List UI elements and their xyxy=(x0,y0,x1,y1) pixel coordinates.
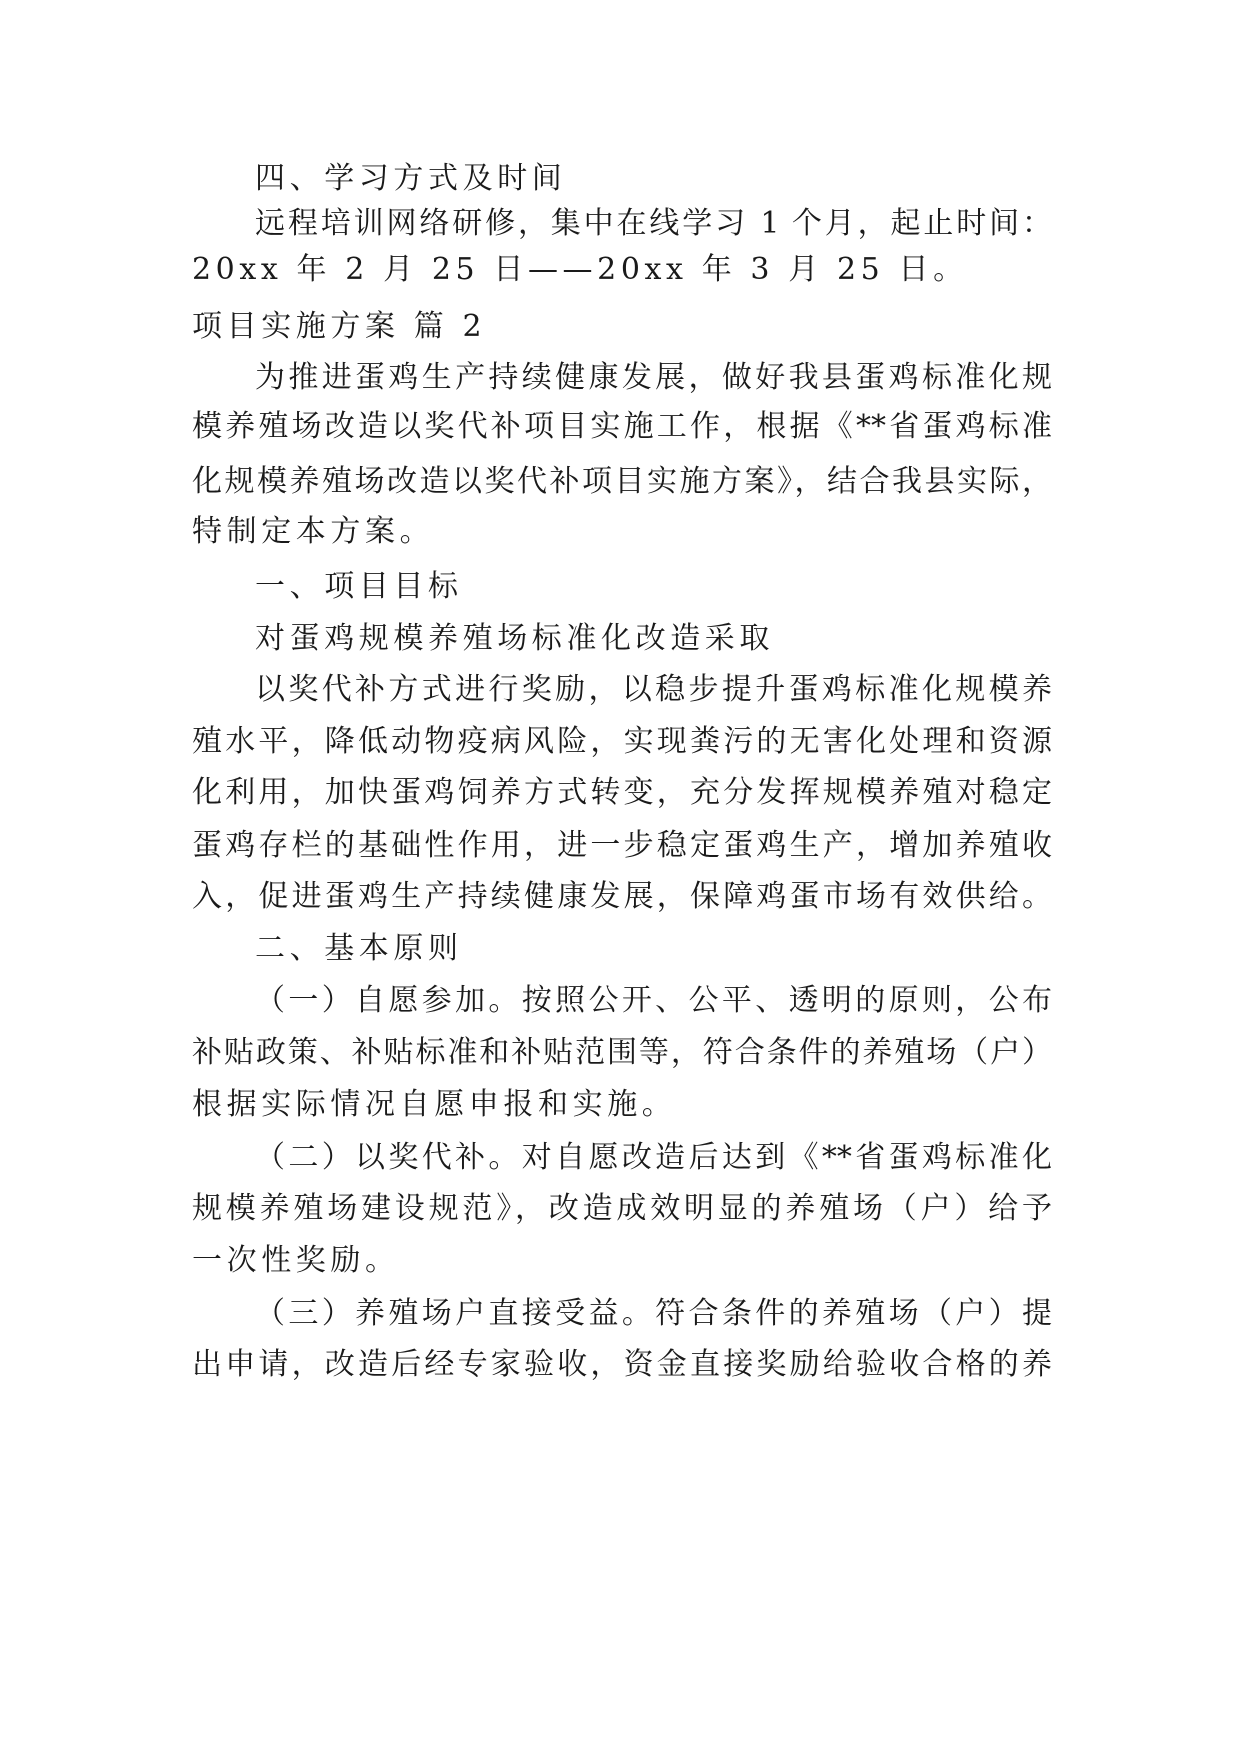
paragraph-line: 远程培训网络研修，集中在线学习 1 个月，起止时间： xyxy=(255,206,1052,241)
section-title-plan-2: 项目实施方案 篇 2 xyxy=(192,309,487,344)
paragraph-line: 模养殖场改造以奖代补项目实施工作，根据《**省蛋鸡标准 xyxy=(192,409,1052,444)
paragraph-line: 特制定本方案。 xyxy=(192,514,435,549)
paragraph-line: 蛋鸡存栏的基础性作用，进一步稳定蛋鸡生产，增加养殖收 xyxy=(192,828,1052,863)
paragraph-line: 殖水平，降低动物疫病风险，实现粪污的无害化处理和资源 xyxy=(192,724,1052,759)
paragraph-line: （三）养殖场户直接受益。符合条件的养殖场（户）提 xyxy=(255,1296,1052,1331)
paragraph-line: 规模养殖场建设规范》，改造成效明显的养殖场（户）给予 xyxy=(192,1191,1052,1226)
paragraph-line: 根据实际情况自愿申报和实施。 xyxy=(192,1087,677,1122)
paragraph-line: 为推进蛋鸡生产持续健康发展，做好我县蛋鸡标准化规 xyxy=(255,360,1052,395)
paragraph-line: 一次性奖励。 xyxy=(192,1243,400,1278)
paragraph-line: 化规模养殖场改造以奖代补项目实施方案》，结合我县实际， xyxy=(192,464,1052,499)
paragraph-line: （二）以奖代补。对自愿改造后达到《**省蛋鸡标准化 xyxy=(255,1140,1052,1175)
section-heading-project-goal: 一、项目目标 xyxy=(255,569,463,604)
section-heading-study-method: 四、学习方式及时间 xyxy=(255,161,567,196)
paragraph-line: 以奖代补方式进行奖励，以稳步提升蛋鸡标准化规模养 xyxy=(255,672,1052,707)
section-heading-basic-principles: 二、基本原则 xyxy=(255,931,463,966)
paragraph-line: 对蛋鸡规模养殖场标准化改造采取 xyxy=(255,621,774,656)
paragraph-line: 20xx 年 2 月 25 日——20xx 年 3 月 25 日。 xyxy=(192,252,968,287)
paragraph-line: 化利用，加快蛋鸡饲养方式转变，充分发挥规模养殖对稳定 xyxy=(192,775,1052,810)
paragraph-line: 出申请，改造后经专家验收，资金直接奖励给验收合格的养 xyxy=(192,1347,1052,1382)
paragraph-line: 入，促进蛋鸡生产持续健康发展，保障鸡蛋市场有效供给。 xyxy=(192,879,1052,914)
paragraph-line: 补贴政策、补贴标准和补贴范围等，符合条件的养殖场（户） xyxy=(192,1035,1052,1070)
paragraph-line: （一）自愿参加。按照公开、公平、透明的原则，公布 xyxy=(255,983,1052,1018)
